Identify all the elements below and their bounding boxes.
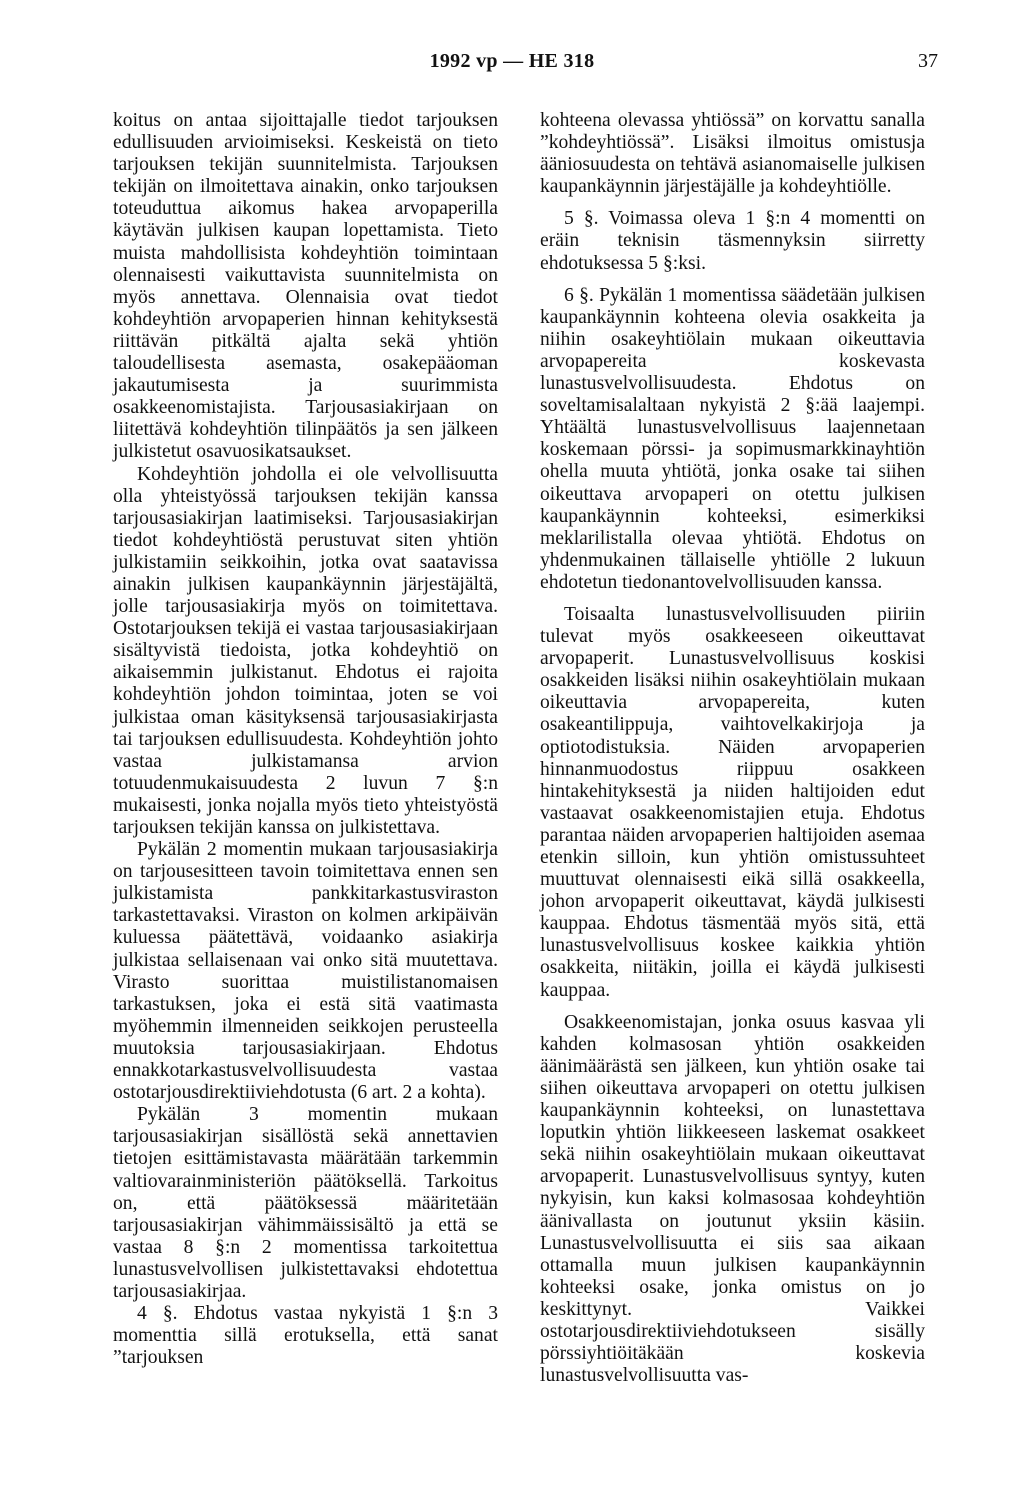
paragraph: koitus on antaa sijoittajalle tiedot tarjouksen edullisuuden arvioimiseksi. Keskeistä on tieto tarjouksen tekijän suunnitelmista. Tarjouksen tekijän on ilmoitettava ainakin, onko tarjouksen toteuduttua aikomus hakea arvopaperilla käytävän julkisen kaupan lopettamista. Tieto muista mahdollisista kohdeyhtiön toimintaan olennaisesti vaikuttavista suunnitelmista on myös annettava. Olennaisia ovat tiedot kohdeyhtiön arvopaperien hinnan kehityksestä riittävän pitkältä ajalta sekä yhtiön taloudellisesta asemasta, osakepääoman jakautumisesta ja suurimmista osakkeenomistajista. Tarjousasiakirjaan on liitettävä kohdeyhtiön tilinpäätös ja sen jälkeen julkistetut osavuosikatsaukset. (113, 110, 498, 463)
page-header (0, 50, 1024, 80)
paragraph: 4 §. Ehdotus vastaa nykyistä 1 §:n 3 momenttia sillä erotuksella, että sanat ”tarjouksen (113, 1303, 498, 1369)
paragraph: Osakkeenomistajan, jonka osuus kasvaa yli kahden kolmasosan yhtiön osakkeiden äänimäärästä sen jälkeen, kun yhtiön osake tai siihen oikeuttava arvopaperi on otettu julkisen kaupankäynnin kohteeksi, on lunastettava loputkin yhtiön liikkeeseen laskemat osakkeet sekä niihin osakeyhtiölain mukaan oikeuttavat arvopaperit. Lunastusvelvollisuus syntyy, kuten nykyisin, kun kaksi kolmasosaa kohdeyhtiön äänivallasta on joutunut yksiin käsiin. Lunastusvelvollisuutta ei siis saa aikaan ottamalla muun julkisen kaupankäynnin kohteeksi osake, jonka omistus on jo keskittynyt. Vaikkei ostotarjousdirektiiviehdotukseen sisälly pörssiyhtiöitäkään koskevia lunastusvelvollisuutta vas- (540, 1011, 925, 1387)
right-column (540, 110, 925, 1387)
paragraph: 6 §. Pykälän 1 momentissa säädetään julkisen kaupankäynnin kohteena olevia osakkeita ja niihin osakeyhtiölain mukaan oikeuttavia arvopapereita koskevasta lunastusvelvollisuudesta. Ehdotus on soveltamisalaltaan nykyistä 2 §:ää laajempi. Yhtäältä lunastusvelvollisuus laajennetaan koskemaan pörssi- ja sopimusmarkkinayhtiön ohella muuta yhtiötä, jonka osake tai siihen oikeuttava arvopaperi on otettu julkisen kaupankäynnin kohteeksi, esimerkiksi meklarilistalla olevaa yhtiötä. Ehdotus on yhdenmukainen tällaiselle yhtiölle 2 lukuun ehdotetun tiedonantovelvollisuuden kanssa. (540, 284, 925, 593)
paragraph: Pykälän 2 momentin mukaan tarjousasiakirja on tarjousesitteen tavoin toimitettava ennen sen julkistamista pankkitarkastusviraston tarkastettavaksi. Viraston on kolmen arkipäivän kuluessa päätettävä, voidaanko asiakirja julkistaa sellaisenaan vai onko sitä muutettava. Virasto suorittaa muistilistanomaisen tarkastuksen, joka ei estä sitä vaatimasta myöhemmin ilmenneiden seikkojen perusteella muutoksia tarjousasiakirjaan. Ehdotus ennakkotarkastusvelvollisuudesta vastaa ostotarjousdirektiiviehdotusta (6 art. 2 a kohta). (113, 839, 498, 1104)
paragraph: 5 §. Voimassa oleva 1 §:n 4 momentti on eräin teknisin täsmennyksin siirretty ehdotuksessa 5 §:ksi. (540, 208, 925, 274)
paragraph: Toisaalta lunastusvelvollisuuden piiriin tulevat myös osakkeeseen oikeuttavat arvopaperit. Lunastusvelvollisuus koskisi osakkeiden lisäksi niihin osakeyhtiölain mukaan oikeuttavia arvopapereita, kuten osakeantilippuja, vaihtovelkakirjoja ja optiotodistuksia. Näiden arvopaperien hinnanmuodostus riippuu osakkeen hintakehityksestä ja niiden haltijoiden edut vastaavat osakkeenomistajien etuja. Ehdotus parantaa näiden arvopaperien haltijoiden asemaa etenkin silloin, kun yhtiön omistussuhteet muuttuvat olennaisesti eikä sillä osakkeella, johon arvopaperit oikeuttavat, käydä julkisesti kauppaa. Ehdotus täsmentää myös sitä, että lunastusvelvollisuus koskee kaikkia yhtiön osakkeita, niitäkin, joilla ei käydä julkisesti kauppaa. (540, 603, 925, 1001)
paragraph: Pykälän 3 momentin mukaan tarjousasiakirjan sisällöstä sekä annettavien tietojen esittämistavasta määrätään tarkemmin valtiovarainministeriön päätöksellä. Tarkoitus on, että päätöksessä määritetään tarjousasiakirjan vähimmäissisältö ja että se vastaa 8 §:n 2 momentissa tarkoitettua lunastusvelvollisen julkistettavaksi ehdotettua tarjousasiakirjaa. (113, 1104, 498, 1302)
left-column (113, 110, 498, 1369)
page-number: 37 (918, 50, 938, 72)
paragraph: kohteena olevassa yhtiössä” on korvattu sanalla ”kohdeyhtiössä”. Lisäksi ilmoitus omistusja ääniosuudesta on tehtävä asianomaiselle julkisen kaupankäynnin järjestäjälle ja kohdeyhtiölle. (540, 110, 925, 198)
paragraph: Kohdeyhtiön johdolla ei ole velvollisuutta olla yhteistyössä tarjouksen tekijän kanssa tarjousasiakirjan laatimiseksi. Tarjousasiakirjan tiedot kohdeyhtiöstä perustuvat siten yhtiön julkistamiin seikkoihin, jotka ovat saatavissa ainakin julkisen kaupankäynnin järjestäjältä, jolle tarjousasiakirja myös on toimitettava. Ostotarjouksen tekijä ei vastaa tarjousasiakirjaan sisältyvistä tiedoista, jotka kohdeyhtiö on aikaisemmin julkistanut. Ehdotus ei rajoita kohdeyhtiön johdon toimintaa, joten se voi julkistaa oman käsityksensä tarjousasiakirjasta tai tarjouksen edullisuudesta. Kohdeyhtiön johto vastaa julkistamansa arvion totuudenmukaisuudesta 2 luvun 7 §:n mukaisesti, jonka nojalla myös tieto yhteistyöstä tarjouksen tekijän kanssa on julkistettava. (113, 463, 498, 838)
running-title: 1992 vp — HE 318 (429, 50, 595, 72)
